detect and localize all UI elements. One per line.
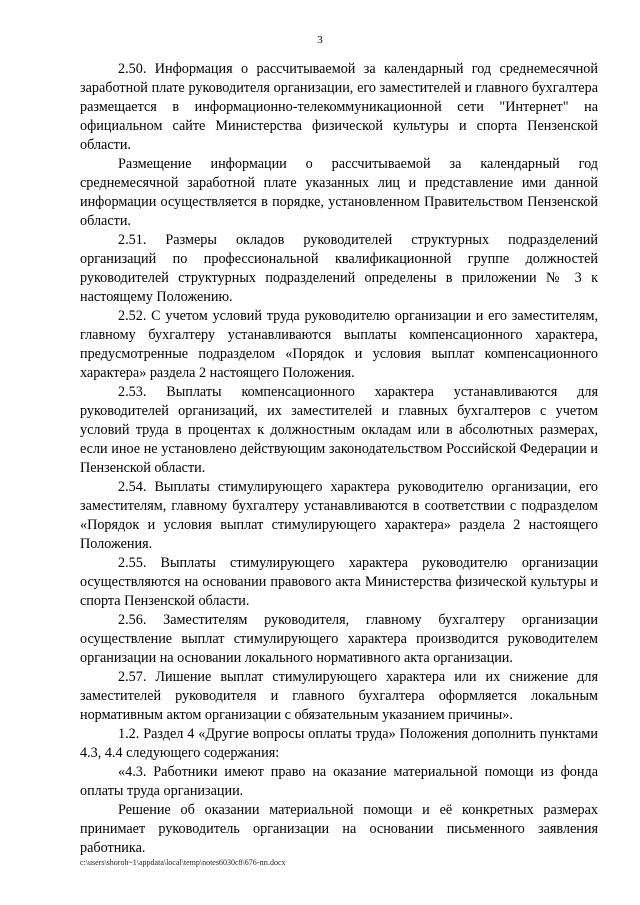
paragraph-2-50: 2.50. Информация о рассчитываемой за календарный год среднемесячной заработной плате руководителя организации, его заместителей и главного бухгалтера размещается в информационно-телекоммуникационной сети "Интернет" на официальном сайте Министерства физической культуры и спорта Пензенской области.: [80, 61, 598, 153]
paragraph-placement-info: Размещение информации о рассчитываемой за календарный год среднемесячной заработной плате указанных лиц и представление ими данной информации осуществляется в порядке, установленном Правительством Пензенской области.: [80, 156, 598, 229]
paragraph-2-55: 2.55. Выплаты стимулирующего характера руководителю организации осуществляются на основании правового акта Министерства физической культуры и спорта Пензенской области.: [80, 555, 598, 609]
paragraph-decision: Решение об оказании материальной помощи и её конкретных размерах принимает руководитель организации на основании письменного заявления работника.: [80, 802, 598, 856]
paragraph-2-53: 2.53. Выплаты компенсационного характера устанавливаются для руководителей организаций, их заместителей и главных бухгалтеров с учетом условий труда в процентах к должностным окладам или в абсолютных размерах, если иное не установлено действующим законодательством Российской Федерации и Пензенской области.: [80, 384, 598, 476]
paragraph-2-56: 2.56. Заместителям руководителя, главному бухгалтеру организации осуществление выплат стимулирующего характера производится руководителем организации на основании локального нормативного акта организации.: [80, 612, 598, 666]
page-number: 3: [317, 34, 323, 46]
paragraph-2-52: 2.52. С учетом условий труда руководителю организации и его заместителям, главному бухгалтеру устанавливаются выплаты компенсационного характера, предусмотренные подразделом «Порядок и условия выплат компенсационного характера» раздела 2 настоящего Положения.: [80, 308, 598, 381]
paragraph-2-57: 2.57. Лишение выплат стимулирующего характера или их снижение для заместителей руководителя и главного бухгалтера оформляется локальным нормативным актом организации с обязательным указанием причины».: [80, 669, 598, 723]
document-body: [80, 60, 598, 858]
paragraph-1-2: 1.2. Раздел 4 «Другие вопросы оплаты труда» Положения дополнить пунктами 4.3, 4.4 следующего содержания:: [80, 726, 598, 761]
file-path-footer: c:\users\shoroh~1\appdata\local\temp\notes6030c8\676-пп.docx: [80, 858, 286, 867]
paragraph-2-51: 2.51. Размеры окладов руководителей структурных подразделений организаций по профессиональной квалификационной группе должностей руководителей структурных подразделений определены в приложении № 3 к настоящему Положению.: [80, 232, 598, 305]
paragraph-2-54: 2.54. Выплаты стимулирующего характера руководителю организации, его заместителям, главному бухгалтеру устанавливаются в соответствии с подразделом «Порядок и условия выплат стимулирующего характера» раздела 2 настоящего Положения.: [80, 479, 598, 552]
paragraph-4-3: «4.3. Работники имеют право на оказание материальной помощи из фонда оплаты труда организации.: [80, 764, 598, 799]
